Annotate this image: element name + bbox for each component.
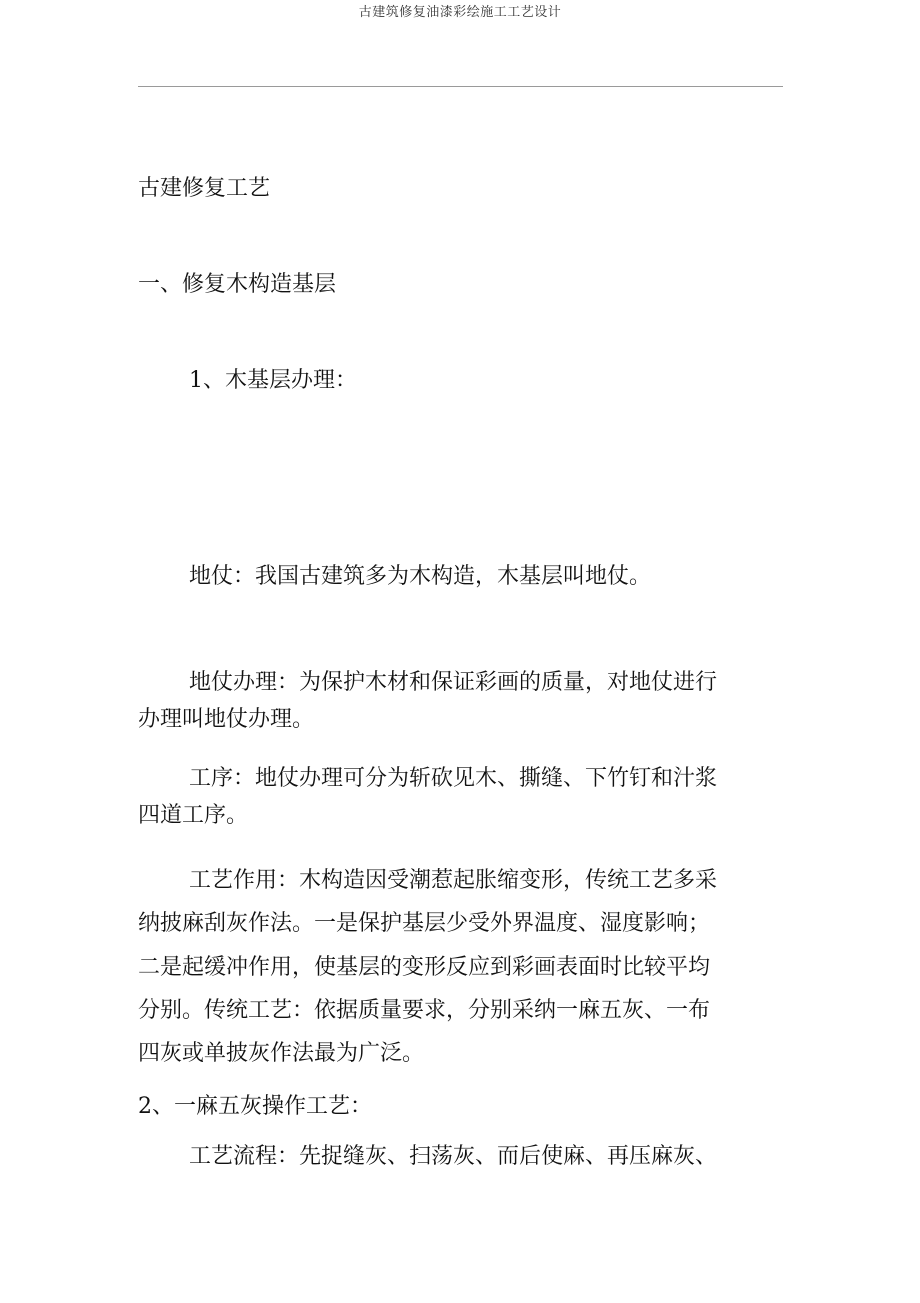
paragraph-function-line2: 纳披麻刮灰作法。一是保护基层少受外界温度、湿度影响； xyxy=(138,911,711,936)
paragraph-procedure-line1: 工序：地仗办理可分为斩砍见木、撕缝、下竹钉和汁浆 xyxy=(189,766,718,791)
section-heading: 一、修复木构造基层 xyxy=(138,272,337,297)
paragraph-procedure-line2: 四道工序。 xyxy=(138,803,249,828)
document-title: 古建修复工艺 xyxy=(138,176,271,201)
header-divider xyxy=(138,86,783,87)
paragraph-function-line3: 二是起缓冲作用，使基层的变形反应到彩画表面时比较平均 xyxy=(138,955,711,980)
page-header: 古建筑修复油漆彩绘施工工艺设计 xyxy=(358,5,562,20)
paragraph-dizhang-process-line1: 地仗办理：为保护木材和保证彩画的质量，对地仗进行 xyxy=(189,670,718,695)
paragraph-function-line1: 工艺作用：木构造因受潮惹起胀缩变形，传统工艺多采 xyxy=(189,868,718,893)
paragraph-dizhang: 地仗：我国古建筑多为木构造，木基层叫地仗。 xyxy=(189,564,652,589)
paragraph-function-line5: 四灰或单披灰作法最为广泛。 xyxy=(138,1041,425,1066)
subheading-process: 2、一麻五灰操作工艺： xyxy=(138,1094,372,1119)
subheading-wood-base: 1、木基层办理： xyxy=(189,368,357,393)
paragraph-function-line4: 分别。传统工艺：依据质量要求，分别采纳一麻五灰、一布 xyxy=(138,998,711,1023)
paragraph-flow-line1: 工艺流程：先捉缝灰、扫荡灰、而后使麻、再压麻灰、 xyxy=(189,1144,718,1169)
paragraph-dizhang-process-line2: 办理叫地仗办理。 xyxy=(138,707,315,732)
